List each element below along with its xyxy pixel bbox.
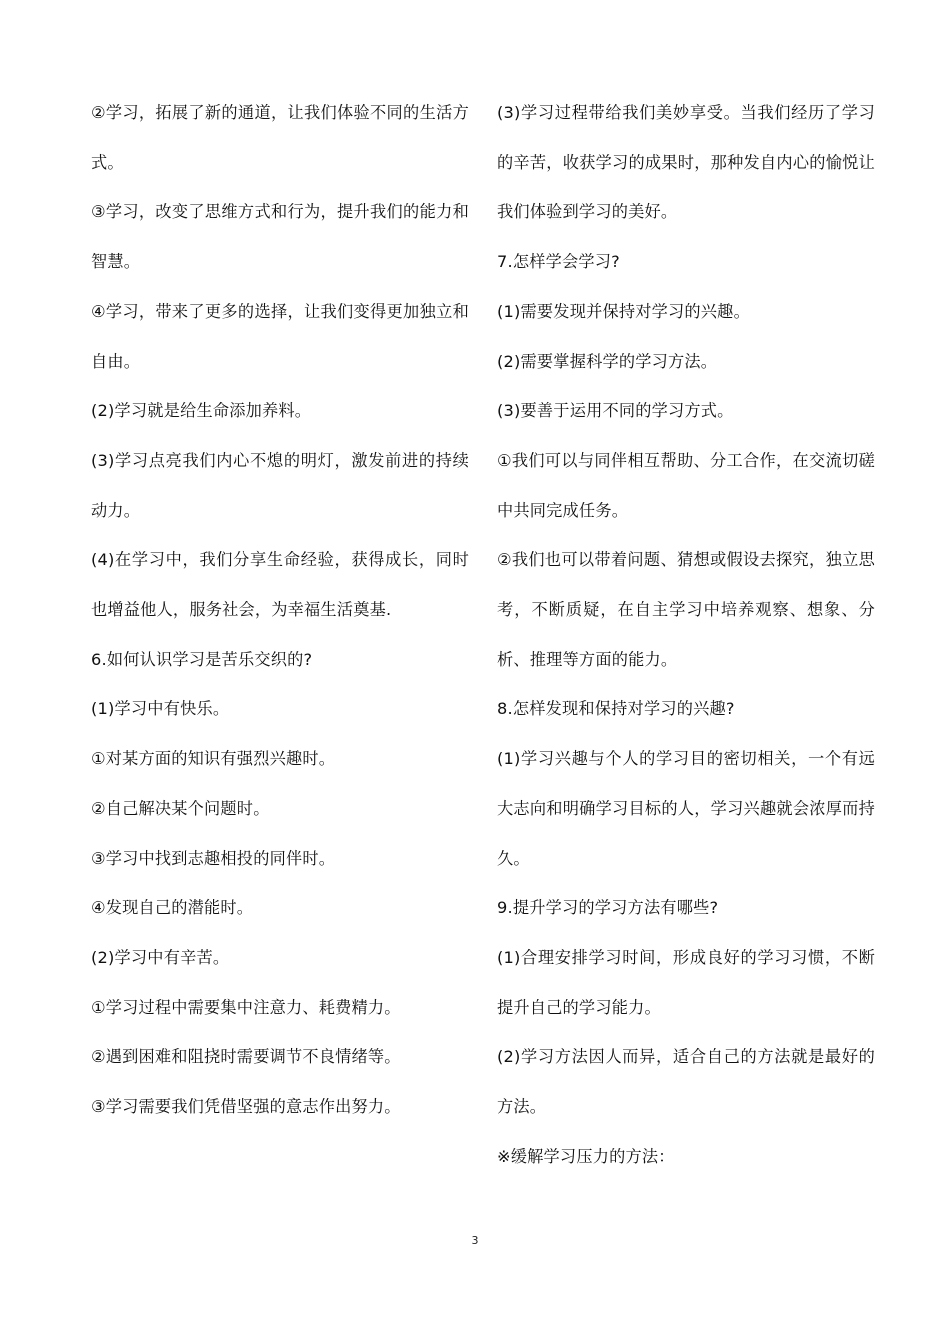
left-text-column — [91, 88, 469, 1132]
paragraph: (2)学习就是给生命添加养料。 — [91, 401, 312, 421]
section-heading: 6.如何认识学习是苦乐交织的? — [91, 649, 313, 669]
paragraph: ①学习过程中需要集中注意力、耗费精力。 — [91, 997, 401, 1017]
paragraph: ④学习，带来了更多的选择，让我们变得更加独立和自由。 — [91, 301, 469, 371]
paragraph: (1)需要发现并保持对学习的兴趣。 — [497, 301, 750, 321]
paragraph: (4)在学习中，我们分享生命经验，获得成长，同时也增益他人，服务社会，为幸福生活奠基. — [91, 550, 469, 620]
paragraph: ④发现自己的潜能时。 — [91, 898, 254, 918]
paragraph: ②遇到困难和阻挠时需要调节不良情绪等。 — [91, 1047, 401, 1067]
paragraph: (2)学习中有辛苦。 — [91, 947, 230, 967]
paragraph: ②学习，拓展了新的通道，让我们体验不同的生活方式。 — [91, 103, 469, 172]
paragraph: (2)需要掌握科学的学习方法。 — [497, 351, 718, 371]
paragraph: (3)要善于运用不同的学习方式。 — [497, 401, 734, 421]
right-text-column — [497, 88, 875, 1181]
paragraph: ①我们可以与同伴相互帮助、分工合作，在交流切磋中共同完成任务。 — [497, 450, 875, 520]
page-number: 3 — [471, 1234, 479, 1247]
paragraph: (1)合理安排学习时间，形成良好的学习习惯，不断提升自己的学习能力。 — [497, 947, 875, 1017]
paragraph: (2)学习方法因人而异，适合自己的方法就是最好的方法。 — [497, 1047, 875, 1117]
paragraph: ③学习中找到志趣相投的同伴时。 — [91, 848, 336, 868]
section-heading: 9.提升学习的学习方法有哪些? — [497, 898, 719, 918]
paragraph: (3)学习点亮我们内心不熄的明灯，激发前进的持续动力。 — [91, 450, 469, 520]
section-heading: 8.怎样发现和保持对学习的兴趣? — [497, 699, 735, 719]
note-heading: ※缓解学习压力的方法： — [497, 1146, 675, 1166]
paragraph: (3)学习过程带给我们美妙享受。当我们经历了学习的辛苦，收获学习的成果时，那种发自内心的愉悦让我们体验到学习的美好。 — [497, 103, 875, 222]
paragraph: ②自己解决某个问题时。 — [91, 798, 270, 818]
paragraph: ①对某方面的知识有强烈兴趣时。 — [91, 749, 336, 769]
paragraph: (1)学习兴趣与个人的学习目的密切相关，一个有远大志向和明确学习目标的人，学习兴趣就会浓厚而持久。 — [497, 749, 875, 868]
paragraph: ③学习，改变了思维方式和行为，提升我们的能力和智慧。 — [91, 202, 469, 272]
section-heading: 7.怎样学会学习? — [497, 252, 620, 272]
paragraph: ③学习需要我们凭借坚强的意志作出努力。 — [91, 1097, 401, 1117]
paragraph: (1)学习中有快乐。 — [91, 699, 230, 719]
paragraph: ②我们也可以带着问题、猜想或假设去探究，独立思考，不断质疑，在自主学习中培养观察、想象、分析、推理等方面的能力。 — [497, 550, 875, 669]
